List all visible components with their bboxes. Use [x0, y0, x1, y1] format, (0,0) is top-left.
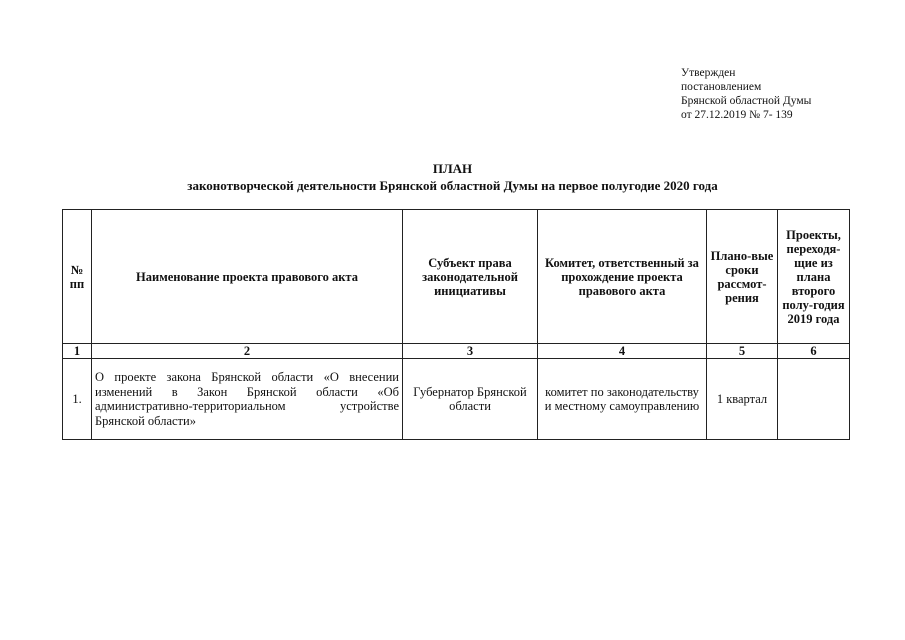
table-header-row: [63, 210, 850, 344]
row-term: 1 квартал: [707, 359, 778, 440]
title-line-subject: законотворческой деятельности Брянской областной Думы на первое полугодие 2020 года: [187, 178, 718, 193]
approval-line: от 27.12.2019 № 7- 139: [681, 109, 793, 121]
header-cell-committee: Комитет, ответственный за прохождение проекта правового акта: [538, 210, 707, 344]
approval-line: Утвержден: [681, 67, 736, 79]
approval-line: постановлением: [681, 81, 762, 93]
column-number: 5: [707, 344, 778, 359]
header-cell-carryover: Проекты, переходя-щие из плана второго полу-годия 2019 года: [778, 210, 850, 344]
row-number: 1.: [63, 359, 92, 440]
row-committee: комитет по законодательству и местному самоуправлению: [538, 359, 707, 440]
column-number: 6: [778, 344, 850, 359]
header-cell-name: Наименование проекта правового акта: [92, 210, 403, 344]
column-number-row: [63, 344, 850, 359]
table-row: [63, 359, 850, 440]
row-carryover: [778, 359, 850, 440]
column-number: 4: [538, 344, 707, 359]
header-cell-number: № пп: [63, 210, 92, 344]
approval-line: Брянской областной Думы: [681, 95, 812, 107]
approval-block: [681, 66, 811, 122]
column-number: 3: [403, 344, 538, 359]
document-title: [0, 160, 905, 194]
header-cell-subject: Субъект права законодательной инициативы: [403, 210, 538, 344]
column-number: 2: [92, 344, 403, 359]
row-act-name: О проекте закона Брянской области «О внесении изменений в Закон Брянской области «Об административно-территориальном устройстве Брянской области»: [92, 359, 403, 440]
row-subject: Губернатор Брянской области: [403, 359, 538, 440]
column-number: 1: [63, 344, 92, 359]
plan-table: [62, 209, 850, 440]
title-line-plan: ПЛАН: [432, 161, 473, 176]
header-cell-term: Плано-вые сроки рассмот-рения: [707, 210, 778, 344]
